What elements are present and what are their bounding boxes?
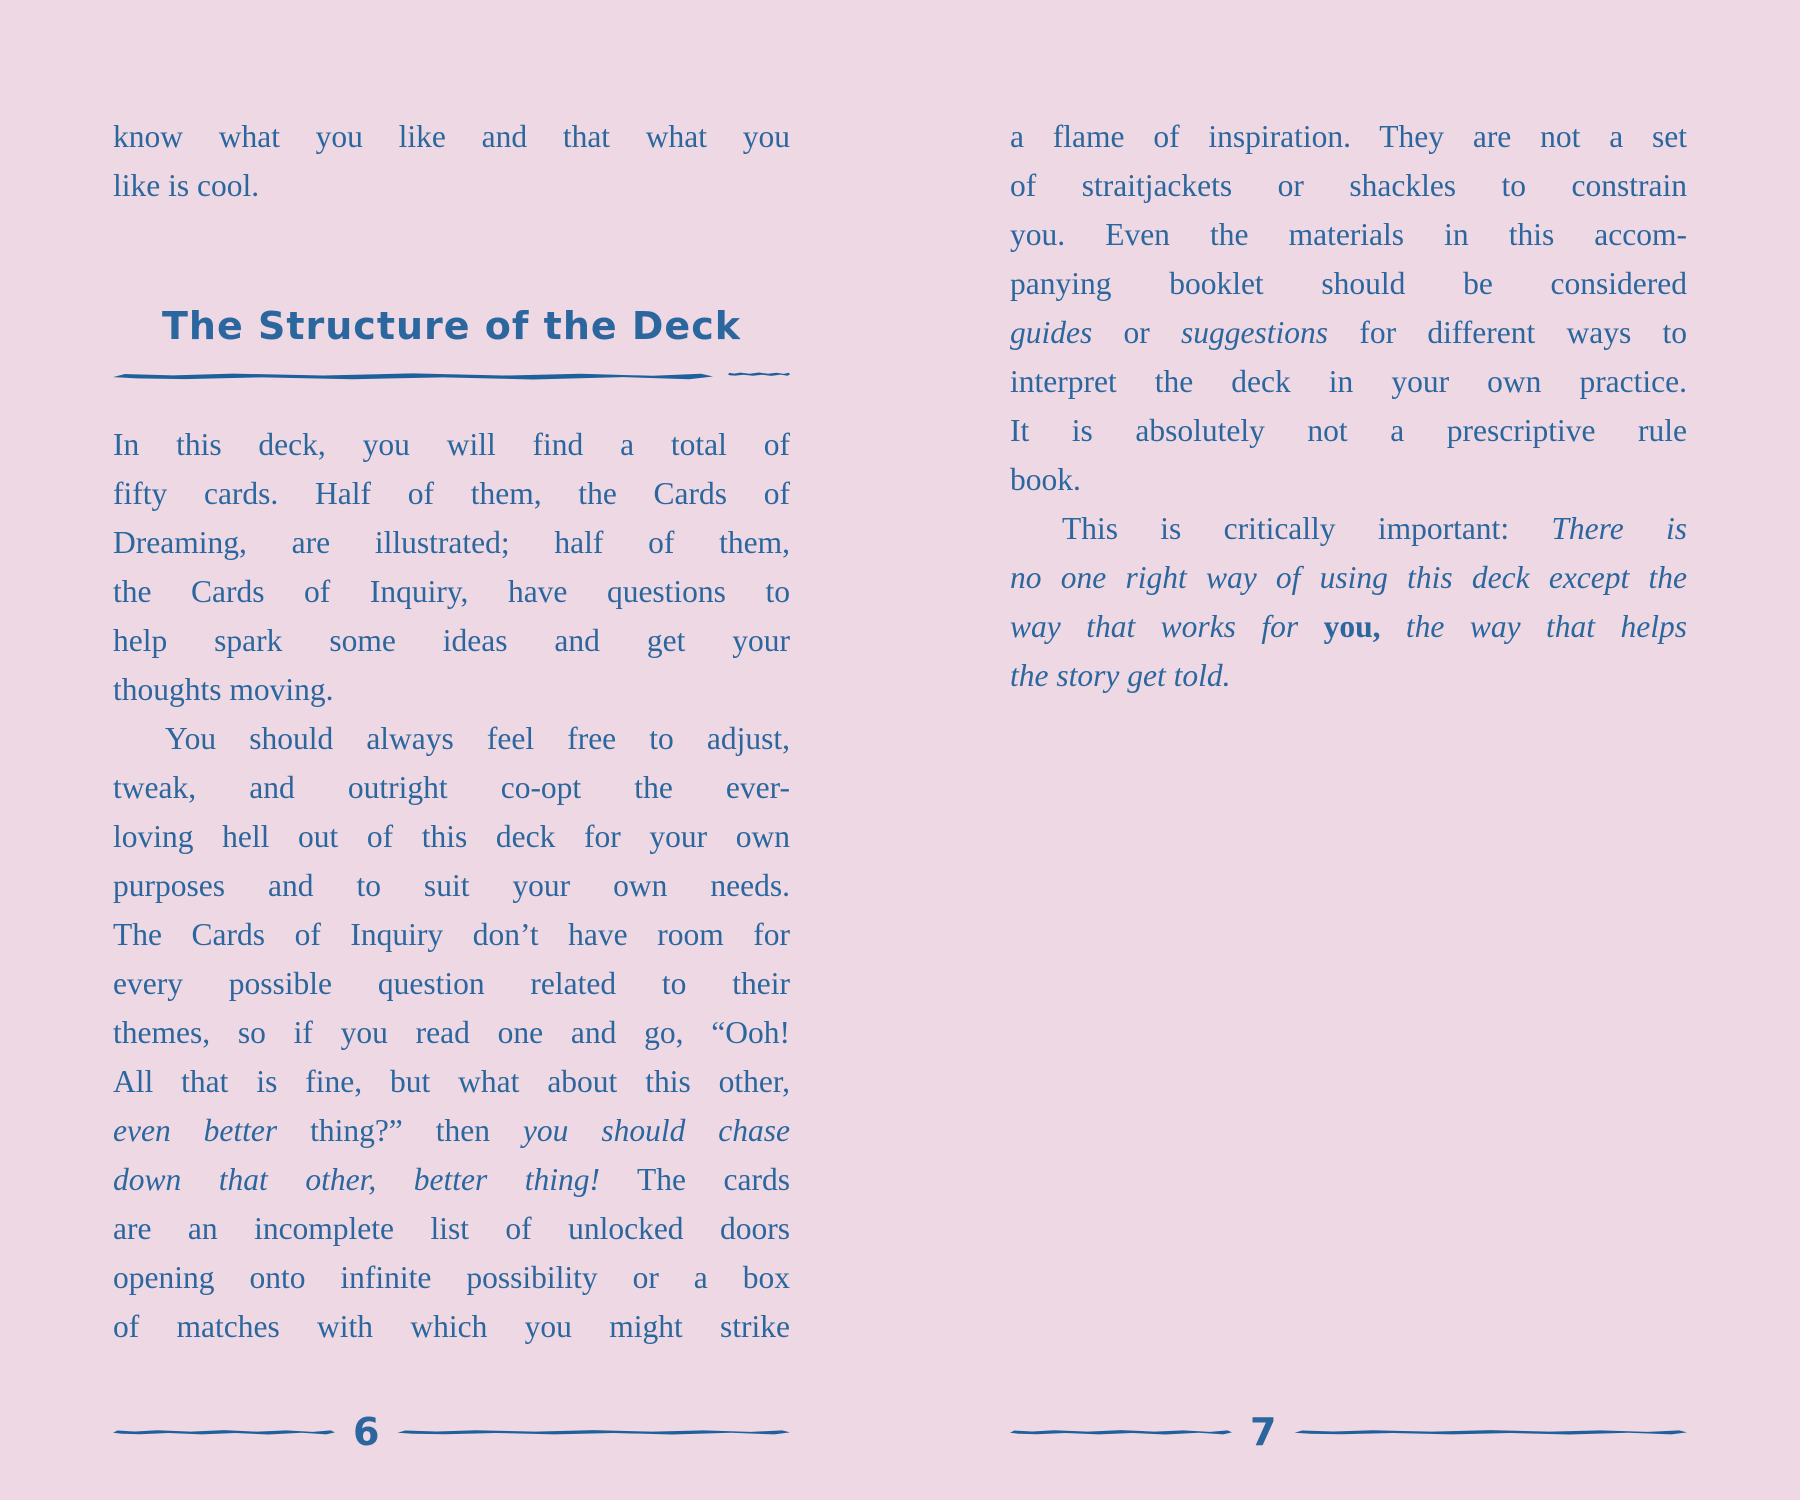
body-text: It is absolutely not a prescriptive rule (1010, 413, 1687, 448)
text-line (1010, 308, 1687, 357)
body-text: like is cool. (113, 168, 260, 203)
text-line (113, 518, 790, 567)
text-line (113, 1253, 790, 1302)
page-right-content (1010, 112, 1687, 700)
italic-text: suggestions (1181, 315, 1329, 350)
paragraph (113, 714, 790, 1351)
text-line (113, 812, 790, 861)
italic-text: no one right way of using this deck except the (1010, 560, 1687, 595)
body-text: In this deck, you will find a total of (113, 427, 790, 462)
body-text: are an incomplete list of unlocked doors (113, 1211, 790, 1246)
text-line (113, 161, 790, 210)
body-text: panying booklet should be considered (1010, 266, 1687, 301)
paragraph (1010, 504, 1687, 700)
text-line (113, 714, 790, 763)
footer-rule-right (397, 1428, 790, 1436)
italic-text: guides (1010, 315, 1093, 350)
text-line (1010, 553, 1687, 602)
footer-rule-left (1010, 1428, 1232, 1436)
page-number: 6 (353, 1410, 380, 1454)
italic-text: down that other, better thing! (113, 1162, 601, 1197)
body-text: purposes and to suit your own needs. (113, 868, 790, 903)
body-text: know what you like and that what you (113, 119, 790, 154)
text-line (113, 1155, 790, 1204)
text-line (113, 1302, 790, 1351)
page-footer (1010, 1410, 1687, 1454)
text-line (1010, 406, 1687, 455)
heading-underline-stroke (113, 371, 713, 382)
text-line (113, 469, 790, 518)
body-text: or (1092, 315, 1182, 350)
italic-text: the story get told. (1010, 658, 1231, 693)
text-line (113, 959, 790, 1008)
body-text: for different ways to (1328, 315, 1687, 350)
body-text: The cards (600, 1162, 790, 1197)
body-text: every possible question related to their (113, 966, 790, 1001)
body-text: of straitjackets or shackles to constrain (1010, 168, 1687, 203)
paragraph (1010, 112, 1687, 504)
text-line (113, 1204, 790, 1253)
text-line (1010, 161, 1687, 210)
text-line (1010, 210, 1687, 259)
body-text: All that is fine, but what about this other, (113, 1064, 790, 1099)
bold-text: you, (1323, 609, 1381, 644)
text-line (1010, 504, 1687, 553)
footer-rule-right (1294, 1428, 1687, 1436)
body-text: fifty cards. Half of them, the Cards of (113, 476, 790, 511)
footer-rule-left (113, 1428, 335, 1436)
body-text: You should always feel free to adjust, (165, 721, 790, 756)
text-line (113, 1008, 790, 1057)
body-text: loving hell out of this deck for your own (113, 819, 790, 854)
text-line (1010, 651, 1687, 700)
text-line (113, 861, 790, 910)
body-text: Dreaming, are illustrated; half of them, (113, 525, 790, 560)
section-heading: The Structure of the Deck (162, 304, 741, 348)
paragraph (113, 112, 790, 210)
text-line (1010, 455, 1687, 504)
italic-text: you should chase (522, 1113, 791, 1148)
italic-text: even better (113, 1113, 278, 1148)
text-line (113, 1106, 790, 1155)
text-line (113, 1057, 790, 1106)
text-line (113, 665, 790, 714)
text-line (113, 112, 790, 161)
paragraph (113, 420, 790, 714)
text-line (1010, 112, 1687, 161)
body-text: the Cards of Inquiry, have questions to (113, 574, 790, 609)
page-number: 7 (1250, 1410, 1277, 1454)
text-line (113, 420, 790, 469)
text-line (113, 910, 790, 959)
text-line (113, 763, 790, 812)
body-text: you. Even the materials in this accom- (1010, 217, 1687, 252)
body-text: themes, so if you read one and go, “Ooh! (113, 1015, 790, 1050)
page-left (113, 0, 790, 1500)
italic-text: way that works for (1010, 609, 1324, 644)
body-text: thing?” then (277, 1113, 523, 1148)
body-text: This is critically important: (1062, 511, 1552, 546)
body-text: of matches with which you might strike (113, 1309, 790, 1344)
italic-text: the way that helps (1380, 609, 1687, 644)
page-right (1010, 0, 1687, 1500)
body-text: book. (1010, 462, 1081, 497)
text-line (1010, 602, 1687, 651)
body-text: interpret the deck in your own practice. (1010, 364, 1687, 399)
heading-underline-dash (728, 371, 790, 377)
heading-underline (113, 370, 790, 382)
text-line (1010, 259, 1687, 308)
body-text: The Cards of Inquiry don’t have room for (113, 917, 790, 952)
text-line (113, 567, 790, 616)
body-text: thoughts moving. (113, 672, 334, 707)
text-line (1010, 357, 1687, 406)
body-text: opening onto infinite possibility or a box (113, 1260, 790, 1295)
text-line (113, 616, 790, 665)
italic-text: There is (1551, 511, 1687, 546)
body-text: tweak, and outright co-opt the ever- (113, 770, 790, 805)
body-text: a flame of inspiration. They are not a set (1010, 119, 1687, 154)
page-footer (113, 1410, 790, 1454)
page-left-content (113, 112, 790, 1351)
body-text: help spark some ideas and get your (113, 623, 790, 658)
